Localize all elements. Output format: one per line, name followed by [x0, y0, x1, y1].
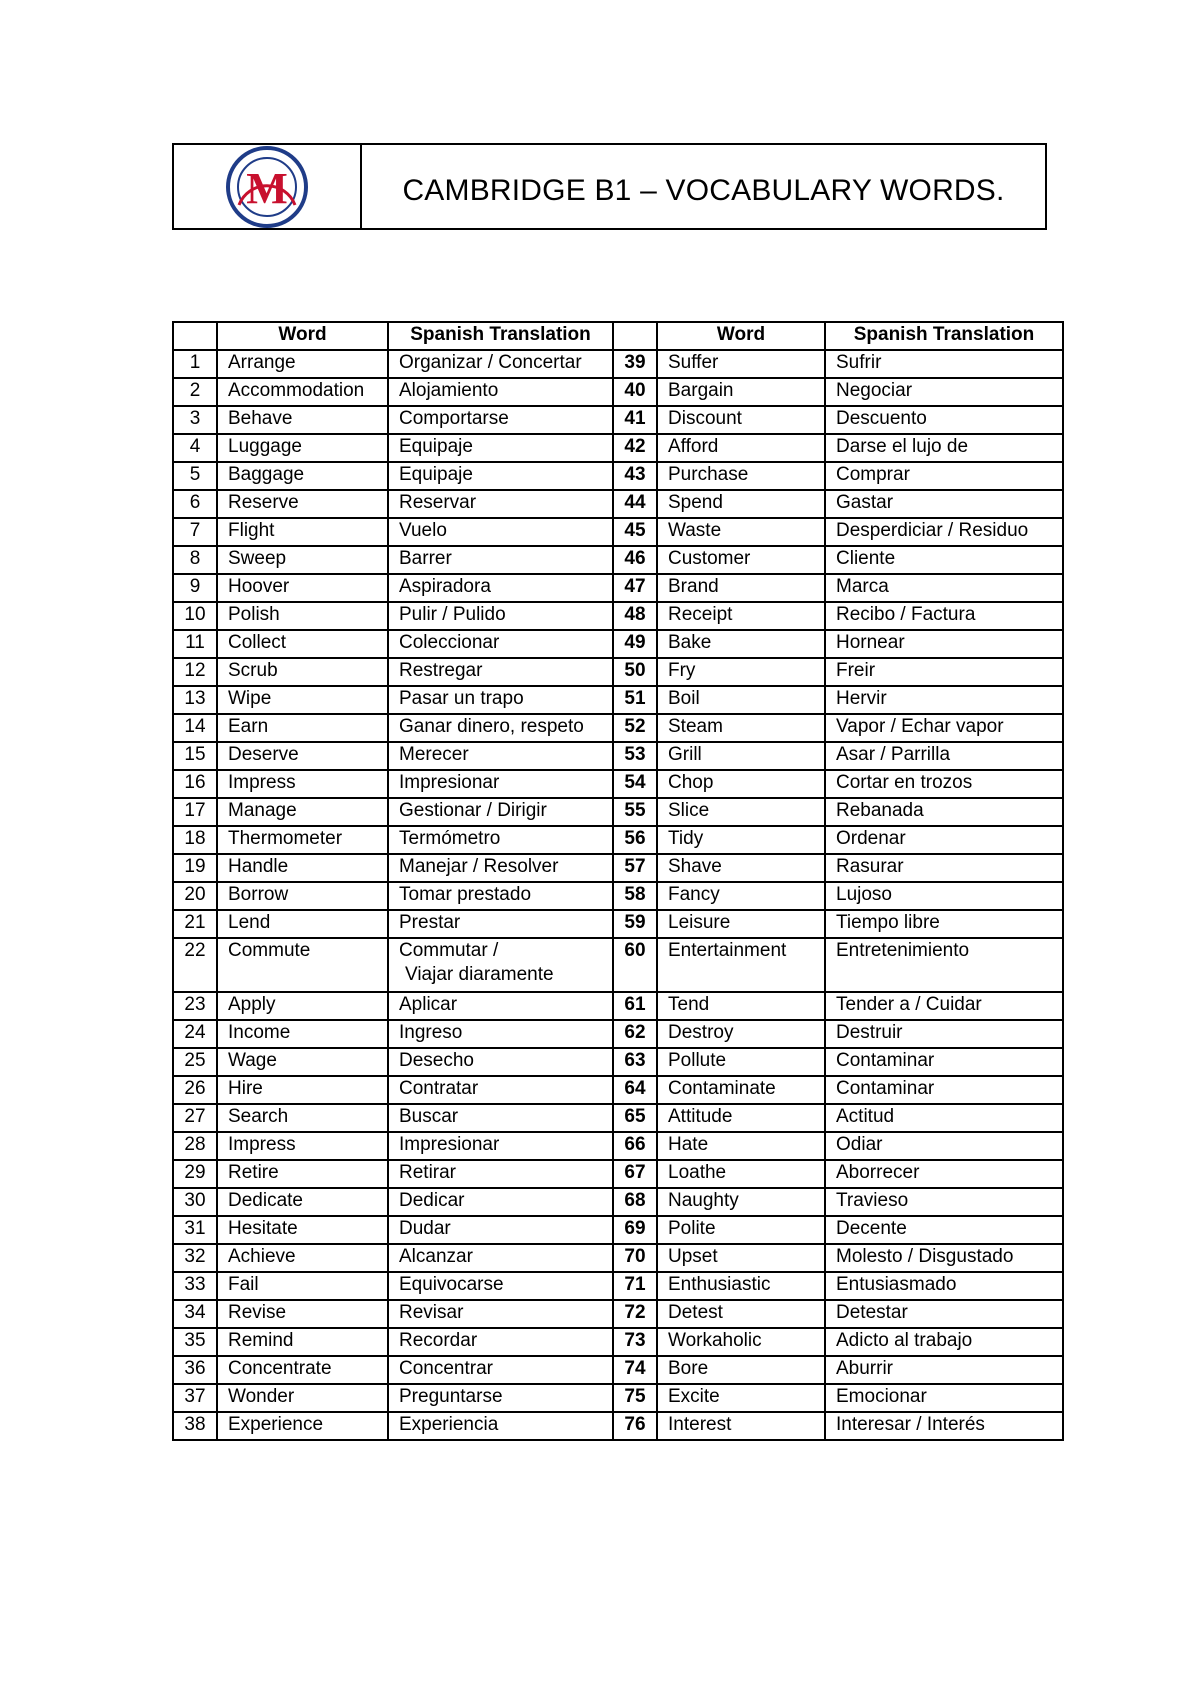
row-number-left: 38: [173, 1412, 217, 1440]
translation-left: Barrer: [388, 546, 613, 574]
translation-left: Gestionar / Dirigir: [388, 798, 613, 826]
translation-right: Negociar: [825, 378, 1063, 406]
row-number-right: 69: [613, 1216, 657, 1244]
word-left: Remind: [217, 1328, 388, 1356]
table-row: [173, 434, 1063, 462]
row-number-left: 15: [173, 742, 217, 770]
table-header-row: [173, 322, 1063, 350]
table-row: [173, 742, 1063, 770]
word-right: Attitude: [657, 1104, 825, 1132]
row-number-right: 46: [613, 546, 657, 574]
translation-right: Cortar en trozos: [825, 770, 1063, 798]
row-number-left: 33: [173, 1272, 217, 1300]
translation-right: Emocionar: [825, 1384, 1063, 1412]
translation-right: Actitud: [825, 1104, 1063, 1132]
translation-right: Vapor / Echar vapor: [825, 714, 1063, 742]
word-left: Luggage: [217, 434, 388, 462]
translation-right: Rebanada: [825, 798, 1063, 826]
row-number-left: 20: [173, 882, 217, 910]
table-row: [173, 854, 1063, 882]
table-row: [173, 686, 1063, 714]
word-right: Brand: [657, 574, 825, 602]
word-right: Contaminate: [657, 1076, 825, 1104]
translation-left: Prestar: [388, 910, 613, 938]
word-left: Hesitate: [217, 1216, 388, 1244]
translation-left: Reservar: [388, 490, 613, 518]
row-number-left: 10: [173, 602, 217, 630]
school-logo: [225, 145, 309, 229]
row-number-right: 51: [613, 686, 657, 714]
row-number-right: 72: [613, 1300, 657, 1328]
word-right: Detest: [657, 1300, 825, 1328]
word-right: Leisure: [657, 910, 825, 938]
translation-left: Restregar: [388, 658, 613, 686]
word-right: Workaholic: [657, 1328, 825, 1356]
word-left: Fail: [217, 1272, 388, 1300]
row-number-left: 9: [173, 574, 217, 602]
row-number-right: 67: [613, 1160, 657, 1188]
word-left: Impress: [217, 1132, 388, 1160]
word-left: Apply: [217, 992, 388, 1020]
word-right: Interest: [657, 1412, 825, 1440]
translation-right: Comprar: [825, 462, 1063, 490]
translation-right: Lujoso: [825, 882, 1063, 910]
translation-right: Descuento: [825, 406, 1063, 434]
word-left: Wonder: [217, 1384, 388, 1412]
table-row: [173, 1244, 1063, 1272]
translation-right: Detestar: [825, 1300, 1063, 1328]
translation-left: Tomar prestado: [388, 882, 613, 910]
row-number-left: 35: [173, 1328, 217, 1356]
page-title: CAMBRIDGE B1 – VOCABULARY WORDS.: [402, 173, 1005, 207]
translation-right: Aburrir: [825, 1356, 1063, 1384]
row-number-right: 60: [613, 938, 657, 992]
translation-left: Buscar: [388, 1104, 613, 1132]
translation-left: Pulir / Pulido: [388, 602, 613, 630]
translation-left: Aplicar: [388, 992, 613, 1020]
row-number-right: 44: [613, 490, 657, 518]
row-number-right: 52: [613, 714, 657, 742]
translation-right: Marca: [825, 574, 1063, 602]
word-right: Suffer: [657, 350, 825, 378]
column-header-translation-left: Spanish Translation: [388, 322, 613, 350]
word-left: Behave: [217, 406, 388, 434]
row-number-right: 56: [613, 826, 657, 854]
column-header-number-left: [173, 322, 217, 350]
row-number-right: 62: [613, 1020, 657, 1048]
word-right: Tidy: [657, 826, 825, 854]
row-number-left: 24: [173, 1020, 217, 1048]
table-row: [173, 1216, 1063, 1244]
translation-left: Concentrar: [388, 1356, 613, 1384]
row-number-right: 65: [613, 1104, 657, 1132]
word-left: Arrange: [217, 350, 388, 378]
row-number-right: 59: [613, 910, 657, 938]
row-number-left: 27: [173, 1104, 217, 1132]
word-right: Entertainment: [657, 938, 825, 992]
row-number-right: 42: [613, 434, 657, 462]
word-right: Bargain: [657, 378, 825, 406]
word-right: Receipt: [657, 602, 825, 630]
table-row: [173, 992, 1063, 1020]
translation-right: Contaminar: [825, 1076, 1063, 1104]
row-number-left: 5: [173, 462, 217, 490]
translation-right: Odiar: [825, 1132, 1063, 1160]
table-row: [173, 1272, 1063, 1300]
translation-left: Coleccionar: [388, 630, 613, 658]
row-number-right: 53: [613, 742, 657, 770]
table-row: [173, 630, 1063, 658]
row-number-left: 34: [173, 1300, 217, 1328]
row-number-left: 21: [173, 910, 217, 938]
row-number-right: 66: [613, 1132, 657, 1160]
word-right: Shave: [657, 854, 825, 882]
translation-left: Experiencia: [388, 1412, 613, 1440]
row-number-left: 23: [173, 992, 217, 1020]
table-row: [173, 546, 1063, 574]
word-left: Search: [217, 1104, 388, 1132]
translation-right: Interesar / Interés: [825, 1412, 1063, 1440]
row-number-right: 75: [613, 1384, 657, 1412]
translation-left: Retirar: [388, 1160, 613, 1188]
column-header-number-right: [613, 322, 657, 350]
word-left: Revise: [217, 1300, 388, 1328]
word-left: Concentrate: [217, 1356, 388, 1384]
translation-left: Aspiradora: [388, 574, 613, 602]
word-right: Hate: [657, 1132, 825, 1160]
word-left: Wipe: [217, 686, 388, 714]
row-number-left: 12: [173, 658, 217, 686]
table-row: [173, 1132, 1063, 1160]
translation-right: Sufrir: [825, 350, 1063, 378]
table-row: [173, 882, 1063, 910]
translation-left: Recordar: [388, 1328, 613, 1356]
word-right: Loathe: [657, 1160, 825, 1188]
row-number-left: 37: [173, 1384, 217, 1412]
row-number-left: 2: [173, 378, 217, 406]
translation-right: Rasurar: [825, 854, 1063, 882]
table-row: [173, 1188, 1063, 1216]
row-number-right: 76: [613, 1412, 657, 1440]
word-left: Accommodation: [217, 378, 388, 406]
row-number-left: 28: [173, 1132, 217, 1160]
translation-right: Hervir: [825, 686, 1063, 714]
column-header-word-right: Word: [657, 322, 825, 350]
row-number-left: 18: [173, 826, 217, 854]
word-left: Experience: [217, 1412, 388, 1440]
word-left: Baggage: [217, 462, 388, 490]
row-number-right: 43: [613, 462, 657, 490]
table-row: [173, 1076, 1063, 1104]
word-right: Grill: [657, 742, 825, 770]
word-right: Spend: [657, 490, 825, 518]
vocabulary-table: [172, 321, 1064, 1441]
row-number-right: 57: [613, 854, 657, 882]
translation-left: Alcanzar: [388, 1244, 613, 1272]
translation-right: Ordenar: [825, 826, 1063, 854]
row-number-right: 41: [613, 406, 657, 434]
row-number-left: 13: [173, 686, 217, 714]
row-number-right: 54: [613, 770, 657, 798]
document-header: [172, 143, 1047, 230]
translation-left: Ingreso: [388, 1020, 613, 1048]
table-row: [173, 574, 1063, 602]
table-row: [173, 1104, 1063, 1132]
row-number-left: 1: [173, 350, 217, 378]
translation-left: Contratar: [388, 1076, 613, 1104]
table-row: [173, 1328, 1063, 1356]
row-number-left: 31: [173, 1216, 217, 1244]
row-number-left: 16: [173, 770, 217, 798]
translation-right: Travieso: [825, 1188, 1063, 1216]
word-left: Thermometer: [217, 826, 388, 854]
table-row: [173, 1384, 1063, 1412]
row-number-left: 29: [173, 1160, 217, 1188]
word-left: Hire: [217, 1076, 388, 1104]
table-row: [173, 490, 1063, 518]
table-row: [173, 714, 1063, 742]
row-number-right: 74: [613, 1356, 657, 1384]
table-row: [173, 798, 1063, 826]
table-body: [173, 350, 1063, 1440]
table-row: [173, 1356, 1063, 1384]
word-left: Collect: [217, 630, 388, 658]
translation-right: Contaminar: [825, 1048, 1063, 1076]
translation-right: Hornear: [825, 630, 1063, 658]
word-left: Hoover: [217, 574, 388, 602]
logo-cell: [174, 145, 362, 228]
translation-left-line1: Commutar /: [399, 940, 499, 961]
table-row: [173, 602, 1063, 630]
word-left: Sweep: [217, 546, 388, 574]
word-left: Handle: [217, 854, 388, 882]
word-right: Upset: [657, 1244, 825, 1272]
translation-right: Asar / Parrilla: [825, 742, 1063, 770]
row-number-left: 25: [173, 1048, 217, 1076]
row-number-left: 11: [173, 630, 217, 658]
row-number-right: 68: [613, 1188, 657, 1216]
translation-right: Gastar: [825, 490, 1063, 518]
translation-right: Molesto / Disgustado: [825, 1244, 1063, 1272]
row-number-right: 39: [613, 350, 657, 378]
table-row: [173, 350, 1063, 378]
table-row: [173, 910, 1063, 938]
translation-left: Termómetro: [388, 826, 613, 854]
translation-left: Manejar / Resolver: [388, 854, 613, 882]
word-left: Earn: [217, 714, 388, 742]
translation-left: Revisar: [388, 1300, 613, 1328]
translation-right: Entretenimiento: [825, 938, 1063, 992]
word-right: Afford: [657, 434, 825, 462]
table-row: [173, 518, 1063, 546]
row-number-left: 36: [173, 1356, 217, 1384]
row-number-right: 71: [613, 1272, 657, 1300]
table-row: [173, 1160, 1063, 1188]
row-number-left: 4: [173, 434, 217, 462]
translation-right: Destruir: [825, 1020, 1063, 1048]
word-left: Retire: [217, 1160, 388, 1188]
translation-right: Tiempo libre: [825, 910, 1063, 938]
word-left: Deserve: [217, 742, 388, 770]
word-right: Chop: [657, 770, 825, 798]
row-number-right: 40: [613, 378, 657, 406]
row-number-right: 61: [613, 992, 657, 1020]
row-number-left: 14: [173, 714, 217, 742]
table-row: [173, 1412, 1063, 1440]
word-left: Polish: [217, 602, 388, 630]
row-number-right: 45: [613, 518, 657, 546]
translation-right: Adicto al trabajo: [825, 1328, 1063, 1356]
translation-left: [388, 938, 613, 992]
row-number-right: 55: [613, 798, 657, 826]
table-row: [173, 378, 1063, 406]
translation-left: Preguntarse: [388, 1384, 613, 1412]
translation-left: Impresionar: [388, 1132, 613, 1160]
translation-left-line2: Viajar diaramente: [405, 964, 554, 985]
translation-left: Ganar dinero, respeto: [388, 714, 613, 742]
translation-right: Decente: [825, 1216, 1063, 1244]
row-number-right: 48: [613, 602, 657, 630]
word-right: Enthusiastic: [657, 1272, 825, 1300]
row-number-right: 73: [613, 1328, 657, 1356]
word-right: Bore: [657, 1356, 825, 1384]
translation-left: Merecer: [388, 742, 613, 770]
table-row: [173, 938, 1063, 992]
translation-left: Comportarse: [388, 406, 613, 434]
translation-left: Impresionar: [388, 770, 613, 798]
row-number-right: 70: [613, 1244, 657, 1272]
translation-left: Equivocarse: [388, 1272, 613, 1300]
word-left: Wage: [217, 1048, 388, 1076]
translation-right: Desperdiciar / Residuo: [825, 518, 1063, 546]
translation-left: Dudar: [388, 1216, 613, 1244]
word-right: Steam: [657, 714, 825, 742]
translation-right: Freir: [825, 658, 1063, 686]
translation-left: Equipaje: [388, 462, 613, 490]
row-number-left: 19: [173, 854, 217, 882]
translation-right: Cliente: [825, 546, 1063, 574]
row-number-right: 64: [613, 1076, 657, 1104]
word-left: Manage: [217, 798, 388, 826]
word-right: Customer: [657, 546, 825, 574]
table-row: [173, 658, 1063, 686]
table-row: [173, 406, 1063, 434]
translation-right: Darse el lujo de: [825, 434, 1063, 462]
row-number-left: 6: [173, 490, 217, 518]
row-number-right: 50: [613, 658, 657, 686]
word-right: Naughty: [657, 1188, 825, 1216]
word-left: Lend: [217, 910, 388, 938]
word-left: Borrow: [217, 882, 388, 910]
row-number-left: 8: [173, 546, 217, 574]
word-left: Scrub: [217, 658, 388, 686]
word-left: Commute: [217, 938, 388, 992]
row-number-right: 49: [613, 630, 657, 658]
row-number-left: 26: [173, 1076, 217, 1104]
translation-left: Desecho: [388, 1048, 613, 1076]
translation-right: Recibo / Factura: [825, 602, 1063, 630]
row-number-left: 7: [173, 518, 217, 546]
word-right: Purchase: [657, 462, 825, 490]
translation-right: Aborrecer: [825, 1160, 1063, 1188]
word-right: Excite: [657, 1384, 825, 1412]
word-left: Impress: [217, 770, 388, 798]
word-right: Tend: [657, 992, 825, 1020]
row-number-left: 3: [173, 406, 217, 434]
word-right: Fry: [657, 658, 825, 686]
translation-left: Vuelo: [388, 518, 613, 546]
word-right: Polite: [657, 1216, 825, 1244]
word-right: Fancy: [657, 882, 825, 910]
word-right: Bake: [657, 630, 825, 658]
translation-left: Equipaje: [388, 434, 613, 462]
translation-left: Dedicar: [388, 1188, 613, 1216]
word-left: Reserve: [217, 490, 388, 518]
word-right: Pollute: [657, 1048, 825, 1076]
table-row: [173, 1300, 1063, 1328]
word-right: Destroy: [657, 1020, 825, 1048]
word-left: Income: [217, 1020, 388, 1048]
column-header-word-left: Word: [217, 322, 388, 350]
table-row: [173, 1020, 1063, 1048]
word-right: Waste: [657, 518, 825, 546]
word-left: Flight: [217, 518, 388, 546]
row-number-right: 47: [613, 574, 657, 602]
translation-left: Alojamiento: [388, 378, 613, 406]
translation-left: Pasar un trapo: [388, 686, 613, 714]
column-header-translation-right: Spanish Translation: [825, 322, 1063, 350]
table-row: [173, 826, 1063, 854]
word-right: Boil: [657, 686, 825, 714]
row-number-right: 63: [613, 1048, 657, 1076]
translation-left: Organizar / Concertar: [388, 350, 613, 378]
row-number-left: 17: [173, 798, 217, 826]
table-row: [173, 462, 1063, 490]
translation-right: Tender a / Cuidar: [825, 992, 1063, 1020]
word-right: Slice: [657, 798, 825, 826]
row-number-right: 58: [613, 882, 657, 910]
word-left: Achieve: [217, 1244, 388, 1272]
row-number-left: 32: [173, 1244, 217, 1272]
word-right: Discount: [657, 406, 825, 434]
logo-letter: M: [246, 163, 288, 213]
translation-right: Entusiasmado: [825, 1272, 1063, 1300]
table-row: [173, 770, 1063, 798]
row-number-left: 30: [173, 1188, 217, 1216]
word-left: Dedicate: [217, 1188, 388, 1216]
row-number-left: 22: [173, 938, 217, 992]
table-row: [173, 1048, 1063, 1076]
